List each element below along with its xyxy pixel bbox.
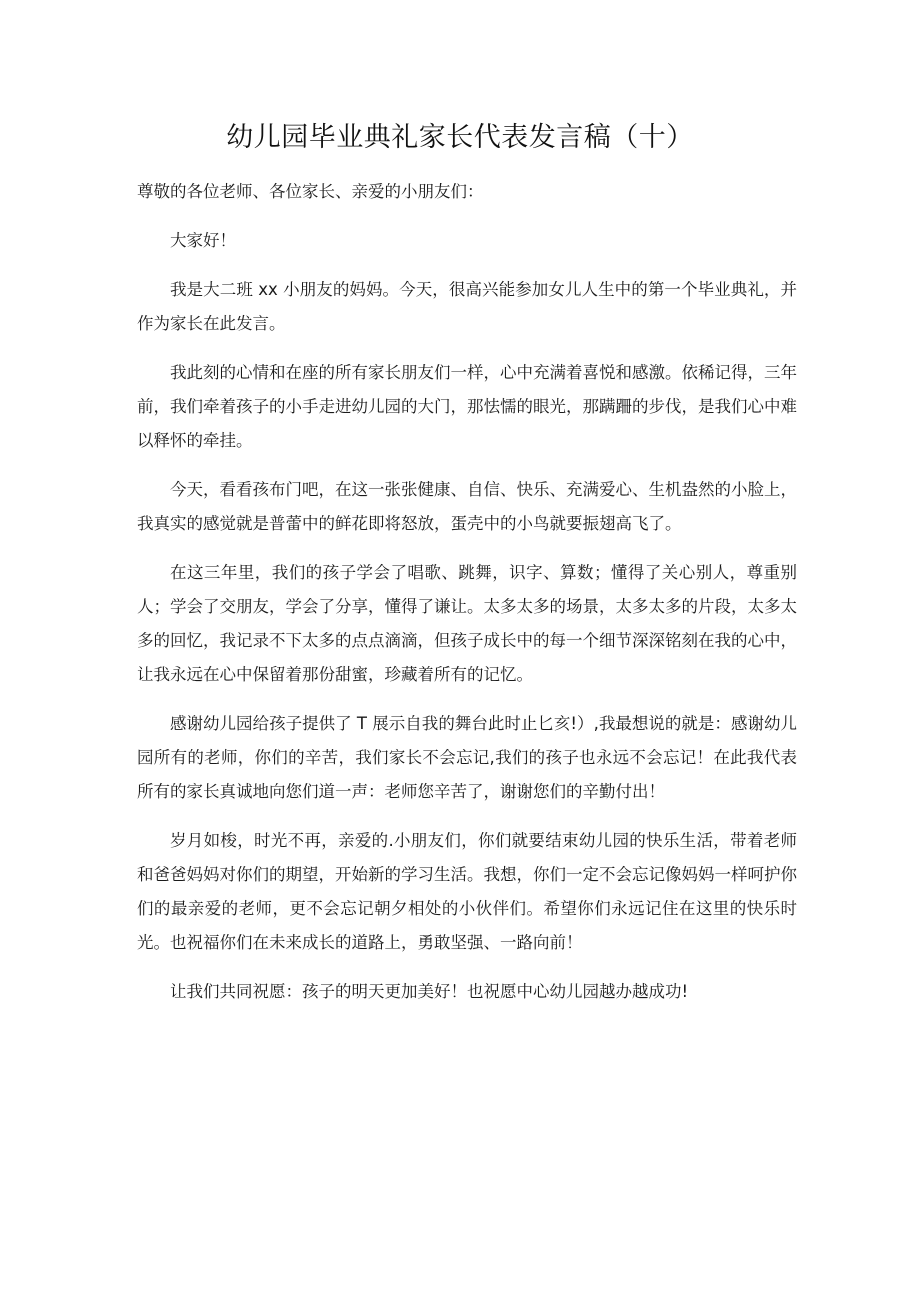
paragraph-feelings: 我此刻的心情和在座的所有家长朋友们一样，心中充满着喜悦和感激。依稀记得，三年前，我们牵着孩子的小手走进幼儿园的大门，那怯懦的眼光，那蹒跚的步伐，是我们心中难以释怀的牵挂。	[137, 363, 797, 450]
paragraph-message-to-children: 岁月如梭，时光不再，亲爱的.小朋友们，你们就要结束幼儿园的快乐生活，带着老师和爸爸妈妈对你们的期望，开始新的学习生活。我想，你们一定不会忘记像妈妈一样呵护你们的最亲爱的老师，更不会忘记朝夕相处的小伙伴们。希望你们永远记住在这里的快乐时光。也祝福你们在未来成长的道路上，勇敢坚强、一路向前！	[137, 831, 797, 952]
paragraph-closing-wishes: 让我们共同祝愿：孩子的明天更加美好！也祝愿中心幼儿园越办越成功!	[170, 982, 689, 1001]
salutation: 尊敬的各位老师、各位家长、亲爱的小朋友们：	[137, 182, 484, 201]
document-title: 幼儿园毕业典礼家长代表发言稿（十）	[226, 122, 694, 153]
paragraph-greeting: 大家好！	[170, 231, 236, 250]
paragraph-thanks: 感谢幼儿园给孩子提供了 T 展示自我的舞台此时止匕亥!）,我最想说的就是：感谢幼儿园所有的老师，你们的辛苦，我们家长不会忘记,我们的孩子也永远不会忘记！在此我代表所有的家长真诚地向您们道一声：老师您辛苦了，谢谢您们的辛勤付出！	[137, 714, 797, 801]
paragraph-introduction: 我是大二班 xx 小朋友的妈妈。今天，很高兴能参加女儿人生中的第一个毕业典礼，并作为家长在此发言。	[137, 280, 797, 333]
paragraph-today: 今天，看看孩布门吧，在这一张张健康、自信、快乐、充满爱心、生机盎然的小脸上，我真实的感觉就是普蕾中的鲜花即将怒放，蛋壳中的小鸟就要振翅高飞了。	[137, 480, 797, 533]
paragraph-three-years: 在这三年里，我们的孩子学会了唱歌、跳舞，识字、算数；懂得了关心别人，尊重别人；学会了交朋友，学会了分享，懂得了谦让。太多太多的场景，太多太多的片段，太多太多的回忆，我记录不下太多的点点滴滴，但孩子成长中的每一个细节深深铭刻在我的心中，让我永远在心中保留着那份甜蜜，珍藏着所有的记忆。	[137, 563, 797, 684]
document-body	[137, 175, 797, 1024]
